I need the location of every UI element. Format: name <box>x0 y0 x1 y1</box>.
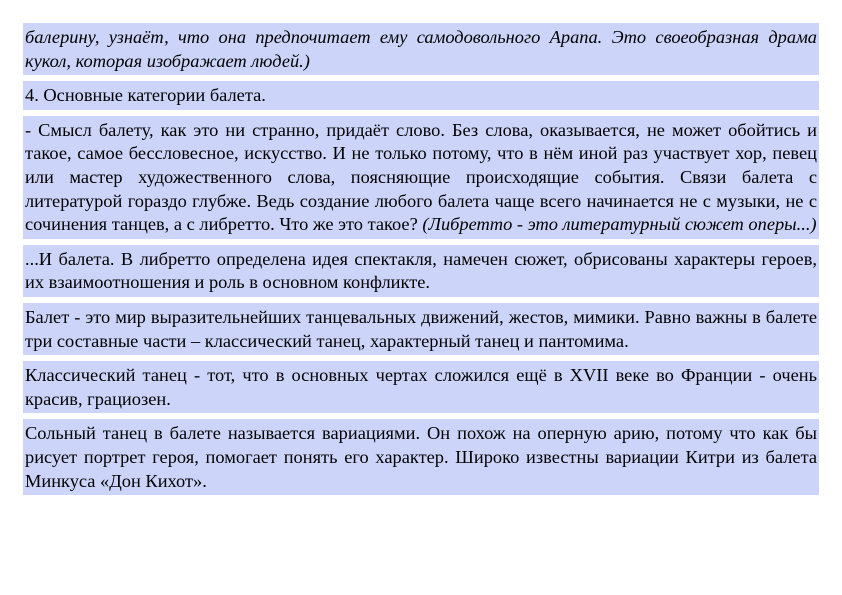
paragraph-ballet-parts <box>23 303 819 355</box>
document-page <box>23 23 819 501</box>
paragraph-text: Сольный танец в балете называется вариациями. Он похож на оперную арию, потому что как бы рисует портрет героя, помогает понять его характер. Широко известны вариации Китри из балета Минкуса «Дон Кихот». <box>25 423 817 491</box>
paragraph-text: Классический танец - тот, что в основных чертах сложился ещё в XVII веке во Франции - очень красив, грациозен. <box>25 365 817 409</box>
paragraph-solo-dance <box>23 419 819 495</box>
paragraph-italic-note: (Либретто - это литературный сюжет оперы...) <box>417 214 817 235</box>
paragraph-libretto <box>23 116 819 239</box>
section-heading <box>23 81 819 110</box>
paragraph-text: - Смысл балету, как это ни странно, придаёт слово. Без слова, оказывается, не может обойтись и такое, самое бессловесное, искусство. И не только потому, что в нём иной раз участвует хор, певец или мастер художественного слова, поясняющие происходящие события. Связи балета с литературой гораздо глубже. Ведь создание любого балета чаще всего начинается не с музыки, не с сочинения танцев, а с либретто. Что же это такое? <box>25 119 817 235</box>
paragraph-text: Балет - это мир выразительнейших танцевальных движений, жестов, мимики. Равно важны в балете три составные части – классический танец, характерный танец и пантомима. <box>25 306 817 351</box>
paragraph-intro-italic <box>23 23 819 75</box>
paragraph-text: балерину, узнаёт, что она предпочитает ему самодовольного Арапа. Это своеобразная драма кукол, которая изображает людей.) <box>25 27 817 71</box>
paragraph-classical-dance <box>23 361 819 413</box>
paragraph-text: ...И балета. В либретто определена идея спектакля, намечен сюжет, обрисованы характеры героев, их взаимоотношения и роль в основном конфликте. <box>25 248 817 293</box>
paragraph-ballet-libretto <box>23 245 819 297</box>
section-heading-text: 4. Основные категории балета. <box>25 85 266 106</box>
